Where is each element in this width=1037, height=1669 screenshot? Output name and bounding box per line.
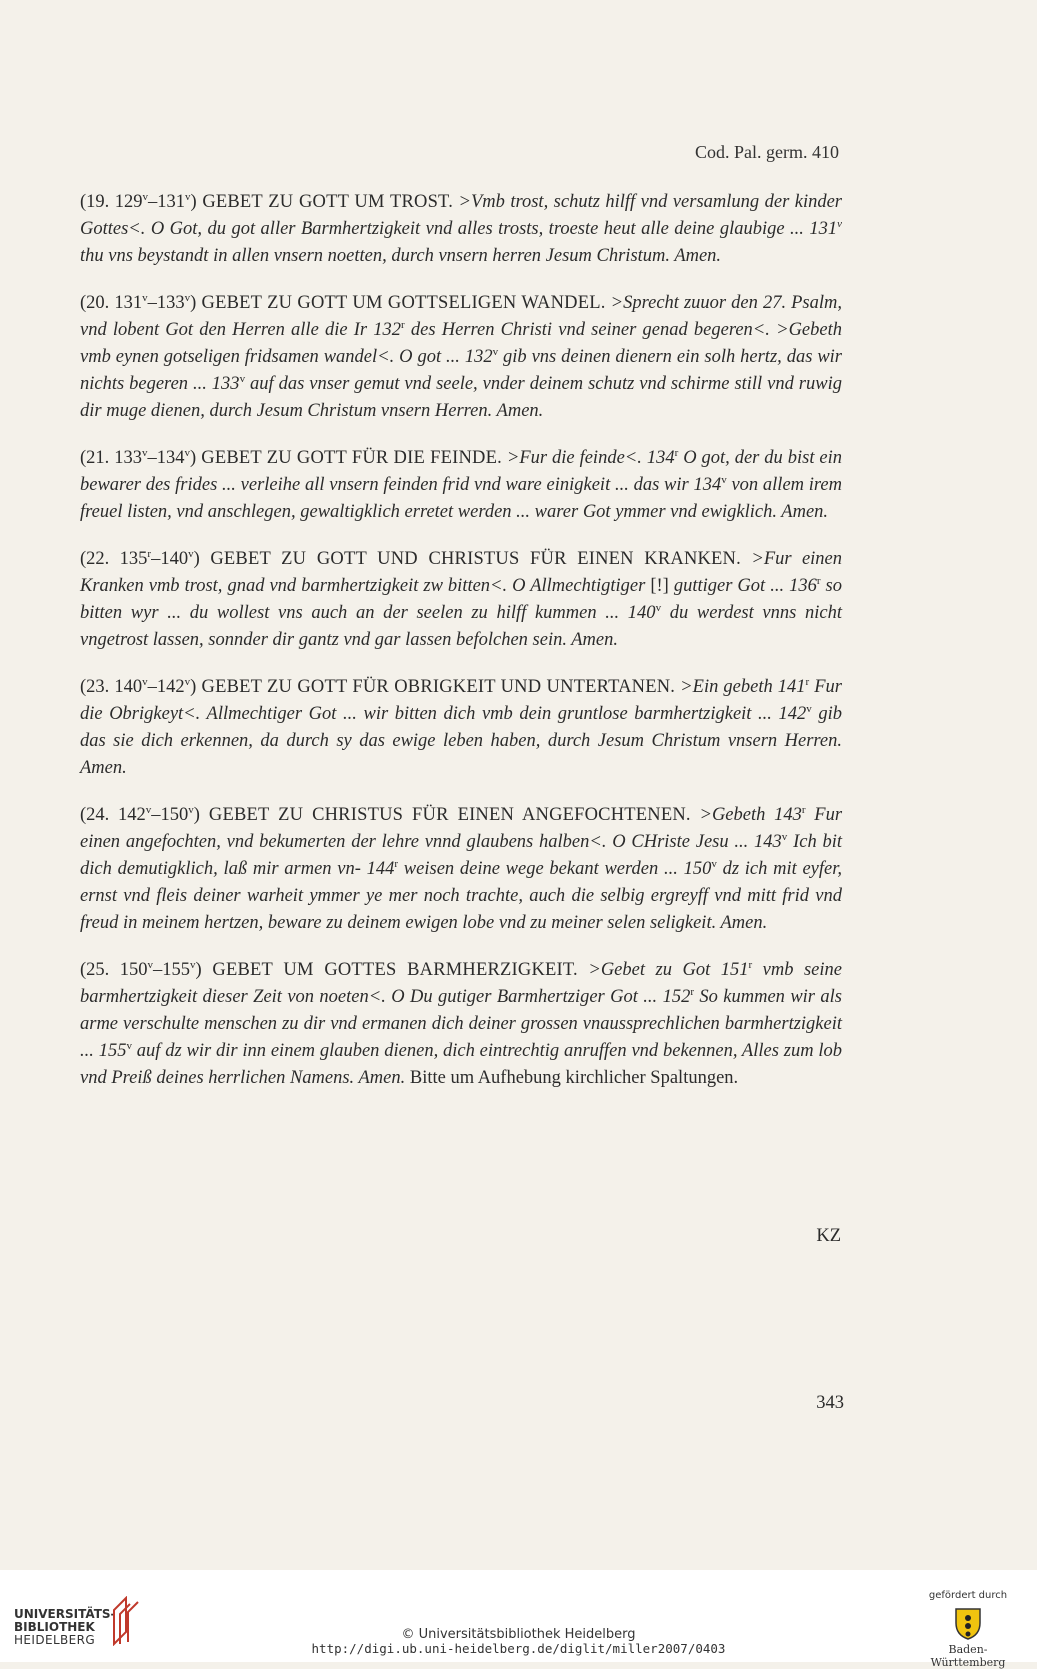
entry-21: [80, 445, 842, 526]
copyright-text: © Universitätsbibliothek Heidelberg: [401, 1627, 636, 1642]
coat-of-arms-icon: [952, 1605, 984, 1641]
folio-sup: r: [674, 446, 679, 459]
entry-text: Fur die Obrigkeyt<. Allmechtiger Got ... wir bitten dich vmb dein gruntlose barmhertzigkeit ... 142: [80, 677, 842, 724]
entry-number: (23. 140: [80, 677, 143, 697]
entry-19: [80, 189, 842, 270]
folio-sup: r: [147, 547, 152, 560]
entry-range: –140: [151, 549, 189, 569]
entry-paren: ): [190, 677, 197, 697]
entry-heading: GEBET ZU GOTT UND CHRISTUS FÜR EINEN KRANKEN.: [199, 549, 741, 569]
entry-text: du werdest vnns nicht vngetrost lassen, sonnder dir gantz vnd gar lassen befolchen sein. Amen.: [80, 603, 842, 650]
folio-sup: r: [801, 803, 806, 816]
entry-text: auf das vnser gemut vnd seele, vnder deinem schutz vnd schirme still vnd ruwig dir muge dienen, durch Jesum Christum vnsern Herren. Amen.: [80, 374, 842, 421]
entry-heading: GEBET UM GOTTES BARMHERZIGKEIT.: [201, 960, 578, 980]
entry-text: des Herren Christi vnd seiner genad begeren<. >Gebeth vmb eynen gotseligen fridsamen wandel<. O got ... 132: [80, 320, 842, 367]
entry-text: dz ich mit eyfer, ernst vnd fleis deiner warheit ymmer ye mer noch trachte, auch die selbig ergreyff vnd mitt frid vnd freud in meinem hertzen, beware zu deinem ewigen lobe vnd zu meiner selen seligkeit. Amen.: [80, 859, 843, 933]
folio-sup: v: [781, 830, 788, 843]
folio-sup: v: [188, 803, 194, 816]
entry-number: (25. 150: [80, 960, 148, 980]
entry-range: –150: [151, 805, 189, 825]
folio-sup: v: [711, 857, 717, 870]
folio-sup: v: [142, 190, 148, 203]
folio-sup: v: [142, 291, 148, 304]
folio-sup: v: [184, 446, 190, 459]
entry-range: –142: [147, 677, 185, 697]
folio-sup: v: [190, 958, 196, 971]
entry-text: gib vns deinen dienern ein solh hertz, das wir nichts begeren ... 133: [80, 347, 843, 394]
entry-text: >Sprecht zuuor den 27. Psalm, vnd lobent Got den Herren alle die Ir 132: [80, 293, 843, 340]
folio-sup: r: [748, 958, 753, 971]
folio-sup: v: [806, 702, 812, 715]
entry-text: von allem irem freuel listen, vnd anschlegen, gewaltigklich erretet werden ... warer Got ymmer vnd ewigklich. Amen.: [80, 475, 842, 522]
entry-range: –131: [148, 192, 185, 212]
entry-heading: GEBET ZU GOTT UM GOTTSELIGEN WANDEL.: [196, 293, 606, 313]
folio-sup: v: [147, 958, 154, 971]
entry-heading: GEBET ZU GOTT FÜR DIE FEINDE.: [196, 448, 502, 468]
entry-number: (24. 142: [80, 805, 146, 825]
folio-sup: r: [401, 318, 405, 331]
sponsor-label: gefördert durch: [928, 1590, 1008, 1601]
entry-text: >Ein gebeth 141: [675, 677, 806, 697]
entry-number: (20. 131: [80, 293, 143, 313]
folio-sup: r: [805, 675, 810, 688]
folio-sup: v: [721, 473, 727, 486]
entry-text: guttiger Got ... 136: [668, 576, 817, 596]
entry-paren: ): [190, 293, 197, 313]
folio-sup: v: [184, 291, 191, 304]
entry-text: so bitten wyr ... du wollest vns auch an der seelen zu hilff kummen ... 140: [80, 576, 842, 623]
footer-bar: [0, 1570, 1037, 1669]
entry-text: gib das sie dich erkennen, da durch sy das ewige leben haben, durch Jesum Christum vnsern Herren. Amen.: [80, 704, 843, 778]
entry-paren: ): [189, 448, 197, 468]
folio-sup: r: [690, 985, 694, 998]
folio-sup: v: [184, 675, 191, 688]
entry-text: >Fur einen Kranken vmb trost, gnad vnd barmhertzigkeit zw bitten<. O Allmechtigtiger: [80, 549, 843, 596]
folio-sup: v: [141, 446, 148, 459]
entry-text: weisen deine wege bekant werden ... 150: [398, 859, 712, 879]
catalog-entries: [80, 189, 842, 1112]
folio-sup: v: [837, 217, 842, 230]
sponsor-name: Baden-Württemberg: [930, 1643, 1006, 1669]
entry-text: auf dz wir dir inn einem glauben dienen, dich eintrechtig anruffen vnd bekennen, Alles zum lob vnd Preiß deines herrlichen Namens. Amen.: [80, 1041, 843, 1088]
library-line-3: HEIDELBERG: [14, 1633, 96, 1647]
folio-sup: v: [126, 1039, 132, 1052]
shelfmark: Cod. Pal. germ. 410: [695, 142, 839, 162]
entry-25: [80, 957, 842, 1092]
entry-text: >Gebeth 143: [690, 805, 802, 825]
folio-sup: v: [188, 547, 194, 560]
page-number: 343: [816, 1393, 844, 1413]
entry-number: (22. 135: [80, 549, 148, 569]
entry-text: Ich bit dich demutigklich, laß mir armen vn- 144: [80, 832, 842, 879]
entry-number: (19. 129: [80, 192, 143, 212]
entry-24: [80, 802, 842, 937]
folio-sup: r: [816, 574, 821, 587]
entry-note: Bitte um Aufhebung kirchlicher Spaltungen.: [405, 1068, 739, 1088]
library-line-2: BIBLIOTHEK: [14, 1620, 95, 1634]
folio-sup: v: [239, 372, 246, 385]
folio-sup: v: [142, 675, 148, 688]
entry-text: O got, der du bist ein bewarer des frides ... verleihe all vnsern feinden frid vnd ware einigkeit ... das wir 134: [80, 448, 842, 495]
folio-sup: r: [394, 857, 399, 870]
entry-text: Fur einen angefochten, vnd bekumerten der lehre vnnd glaubens halben<. O CHriste Jesu ... 143: [80, 805, 843, 852]
entry-range: –134: [147, 448, 185, 468]
copyright-block: [0, 1628, 1037, 1656]
entry-heading: GEBET ZU GOTT UM TROST.: [196, 192, 454, 212]
entry-text: thu vns beystandt in allen vnsern noetten, durch vnsern herren Jesum Christum. Amen.: [80, 246, 722, 266]
entry-paren: ): [193, 549, 200, 569]
entry-range: –133: [147, 293, 185, 313]
entry-paren: ): [190, 192, 197, 212]
entry-heading: GEBET ZU GOTT FÜR OBRIGKEIT UND UNTERTANEN.: [196, 677, 676, 697]
entry-heading: GEBET ZU CHRISTUS FÜR EINEN ANGEFOCHTENEN.: [199, 805, 691, 825]
permalink[interactable]: http://digi.ub.uni-heidelberg.de/diglit/miller2007/0403: [311, 1641, 726, 1656]
entry-text: >Gebet zu Got 151: [577, 960, 749, 980]
folio-sup: v: [655, 601, 662, 614]
entry-text: So kummen wir als arme verschulte menschen zu dir vnd ermanen dich deiner grossen vnaussprechlichen barmhertzigkeit ... 155: [80, 987, 842, 1061]
folio-sup: v: [492, 345, 499, 358]
entry-22: [80, 546, 842, 654]
entry-text: vmb seine barmhertzigkeit dieser Zeit von noeten<. O Du gutiger Barmhertziger Got ... 152: [80, 960, 842, 1007]
library-line-1: UNIVERSITÄTS-: [14, 1607, 116, 1621]
editorial-bracket: [!]: [650, 576, 669, 596]
entry-text: >Vmb trost, schutz hilff vnd versamlung der kinder Gottes<. O Got, du got aller Barmhertzigkeit vnd alles trosts, troeste heut alle deine glaubige ... 131: [80, 192, 842, 239]
entry-paren: ): [193, 805, 200, 825]
entry-text: >Fur die feinde<. 134: [501, 448, 675, 468]
entry-23: [80, 674, 842, 782]
entry-20: [80, 290, 842, 425]
entry-paren: ): [195, 960, 202, 980]
sponsor-block[interactable]: [913, 1590, 1023, 1669]
entry-range: –155: [153, 960, 191, 980]
author-initials: KZ: [816, 1226, 841, 1246]
folio-sup: v: [145, 803, 152, 816]
entry-number: (21. 133: [80, 448, 142, 468]
folio-sup: v: [185, 190, 191, 203]
